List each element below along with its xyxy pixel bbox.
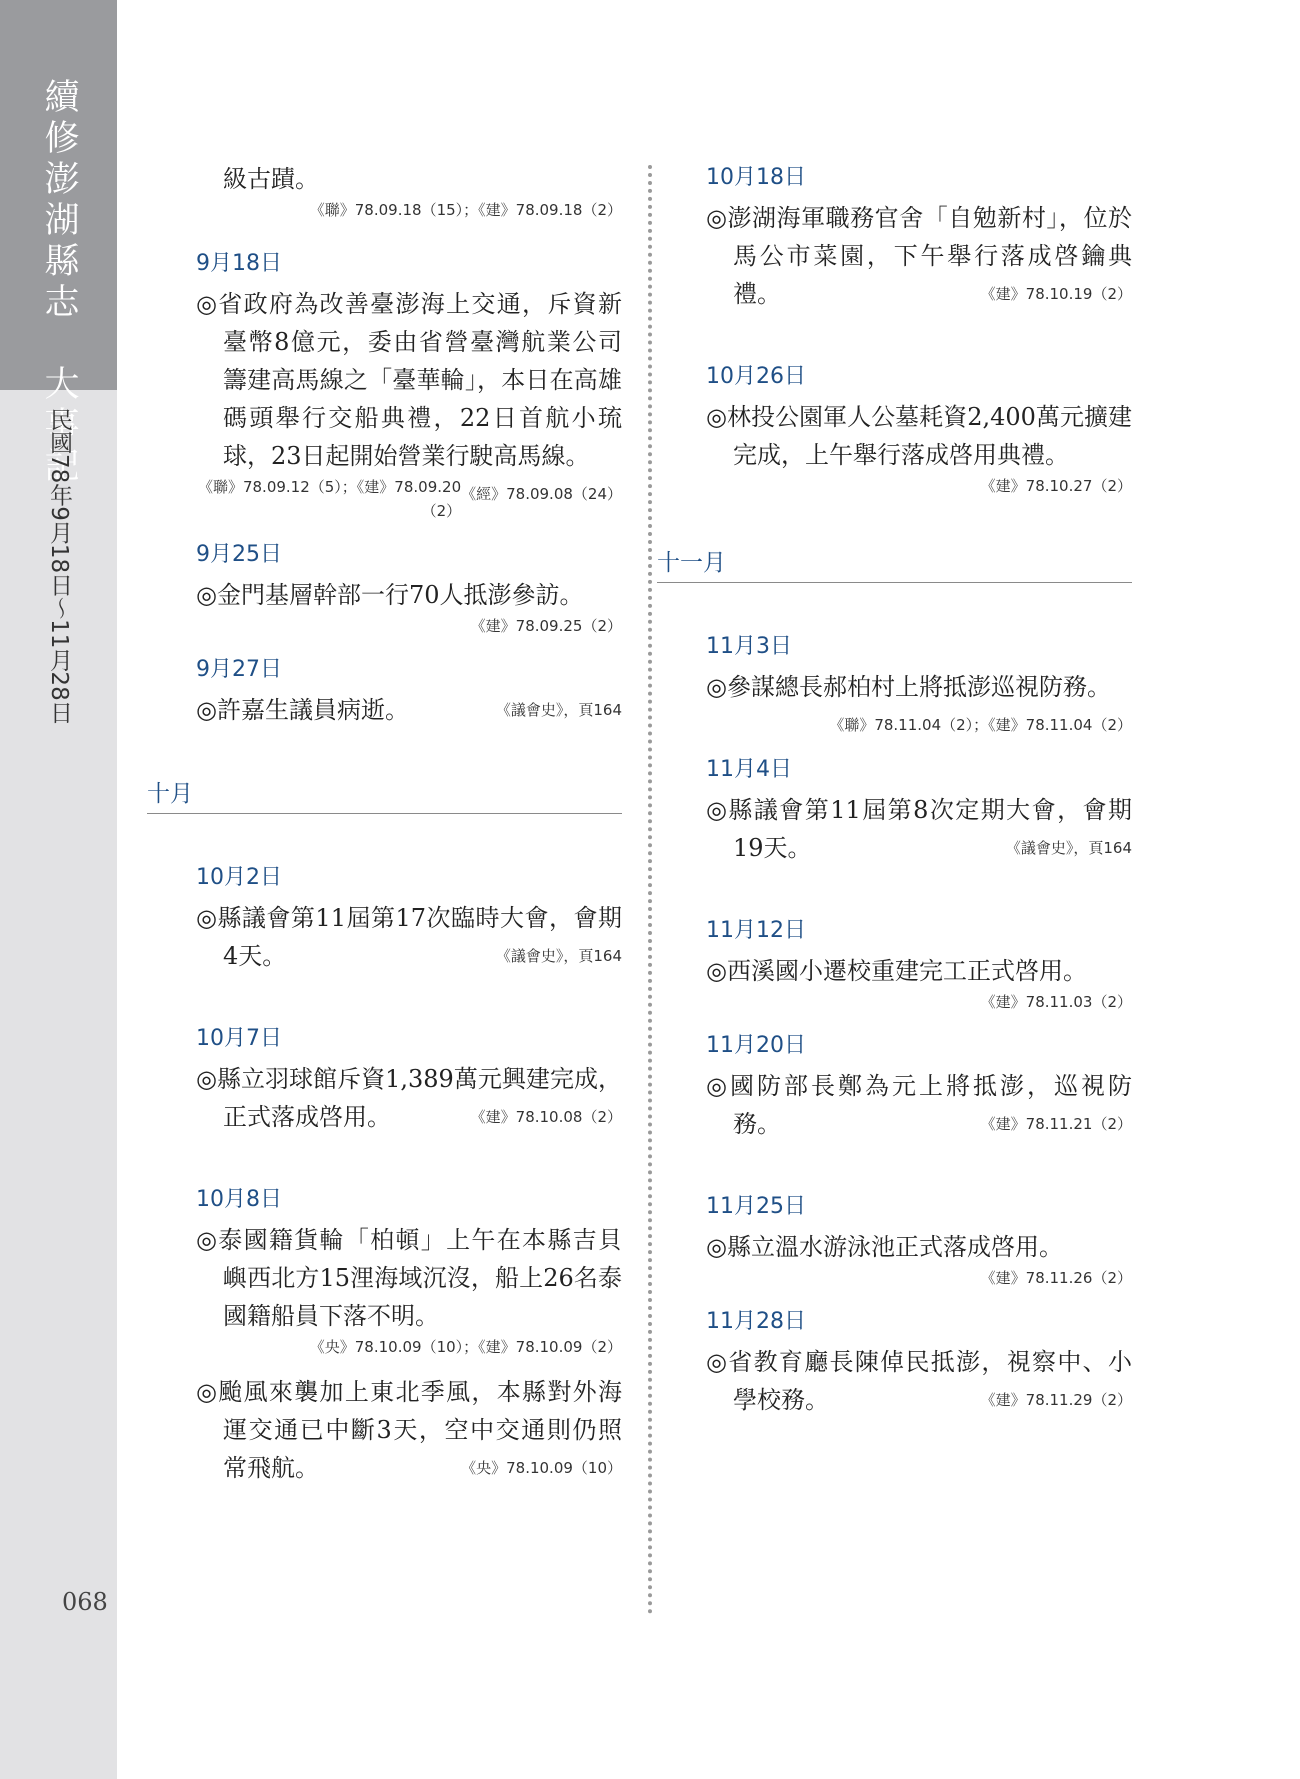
book-title: 續修澎湖縣志 大事記 [39,78,79,488]
section-date-range: 民國78年9月18日～11月28日 [46,408,72,724]
entry-text: ◎省政府為改善臺澎海上交通，斥資新臺幣8億元，委由省營臺灣航業公司籌建高馬線之「臺華輪」，本日在高雄碼頭舉行交船典禮，22日首航小琉球，23日起開始營業行駛高馬線。 《經》78.09.08（24） [196,285,622,475]
month-heading: 十一月 [657,544,1132,583]
entry-text: ◎林投公園軍人公墓耗資2,400萬元擴建完成，上午舉行落成啓用典禮。 [706,403,1132,469]
entry-text: ◎國防部長鄭為元上將抵澎，巡視防務。 《建》78.11.21（2） [706,1067,1132,1143]
entry-source: 《聯》78.09.12（5）；《建》78.09.20（2） [197,478,462,520]
entry-source: 《建》78.11.03（2） [980,993,1132,1011]
entry-source: 《經》78.09.08（24） [461,485,622,503]
entry-source: 《議會史》，頁164 [1005,839,1132,857]
entry-source: 《聯》78.09.18（15）；《建》78.09.18（2） [309,201,622,219]
right-column [657,160,1132,1419]
entry-text: ◎縣議會第11屆第17次臨時大會，會期4天。 《議會史》，頁164 [196,899,622,975]
entry-date: 10月7日 [196,1026,282,1051]
entry-date: 9月18日 [196,251,282,276]
entry-source: 《央》78.10.09（10）；《建》78.10.09（2） [309,1338,622,1356]
entry-date: 10月18日 [706,165,806,190]
entry-source: 《建》78.11.21（2） [980,1115,1132,1133]
entry-date: 9月27日 [196,657,282,682]
entry-source: 《央》78.10.09（10） [461,1459,622,1477]
entry-source: 《建》78.10.27（2） [980,477,1132,495]
entry-source: 《聯》78.11.04（2）；《建》78.11.04（2） [829,716,1132,734]
entry-source: 《建》78.10.19（2） [980,285,1132,303]
entry-source: 《建》78.10.08（2） [470,1108,622,1126]
left-column [147,160,622,1487]
entry-source: 《議會史》，頁164 [495,701,622,719]
page-number: 068 [62,1588,108,1616]
entry-source: 《建》78.11.29（2） [980,1391,1132,1409]
entry-date: 11月12日 [706,918,806,943]
entry-source: 《議會史》，頁164 [495,947,622,965]
entry-date: 11月4日 [706,757,792,782]
entry-text: ◎許嘉生議員病逝。 《議會史》，頁164 [196,691,622,729]
entry-date: 10月26日 [706,364,806,389]
entry-text: ◎颱風來襲加上東北季風，本縣對外海運交通已中斷3天，空中交通則仍照常飛航。 《央》78.10.09（10） [196,1373,622,1487]
column-divider [648,165,652,1615]
entry-text: ◎金門基層幹部一行70人抵澎參訪。 [196,581,584,609]
entry-date: 10月8日 [196,1187,282,1212]
entry-text: ◎縣立羽球館斥資1,389萬元興建完成，正式落成啓用。 《建》78.10.08（2） [196,1060,622,1136]
entry-date: 11月3日 [706,634,792,659]
entry-date: 11月28日 [706,1309,806,1334]
entry-date: 10月2日 [196,865,282,890]
entry-date: 11月20日 [706,1033,806,1058]
entry-text: ◎泰國籍貨輪「柏頓」上午在本縣吉貝嶼西北方15浬海域沉沒，船上26名泰國籍船員下落不明。 [196,1226,622,1330]
entry-text: ◎參謀總長郝柏村上將抵澎巡視防務。 《聯》78.11.04（2）；《建》78.11.04（2） [706,668,1132,706]
entry-date: 11月25日 [706,1194,806,1219]
entry-text: ◎縣議會第11屆第8次定期大會，會期19天。 《議會史》，頁164 [706,791,1132,867]
entry-text: ◎省教育廳長陳倬民抵澎，視察中、小學校務。 《建》78.11.29（2） [706,1343,1132,1419]
entry-source: 《建》78.09.25（2） [470,617,622,635]
entry-text: ◎西溪國小遷校重建完工正式啓用。 [706,957,1087,985]
entry-text: ◎澎湖海軍職務官舍「自勉新村」，位於馬公市菜園，下午舉行落成啓鑰典禮。 《建》78.10.19（2） [706,199,1132,313]
entry-source: 《建》78.11.26（2） [980,1269,1132,1287]
entry-text: ◎縣立溫水游泳池正式落成啓用。 [706,1233,1063,1261]
entry-date: 9月25日 [196,542,282,567]
sidebar [0,0,117,1779]
entry-continued: 級古蹟。 [223,165,319,193]
month-heading: 十月 [147,775,622,814]
